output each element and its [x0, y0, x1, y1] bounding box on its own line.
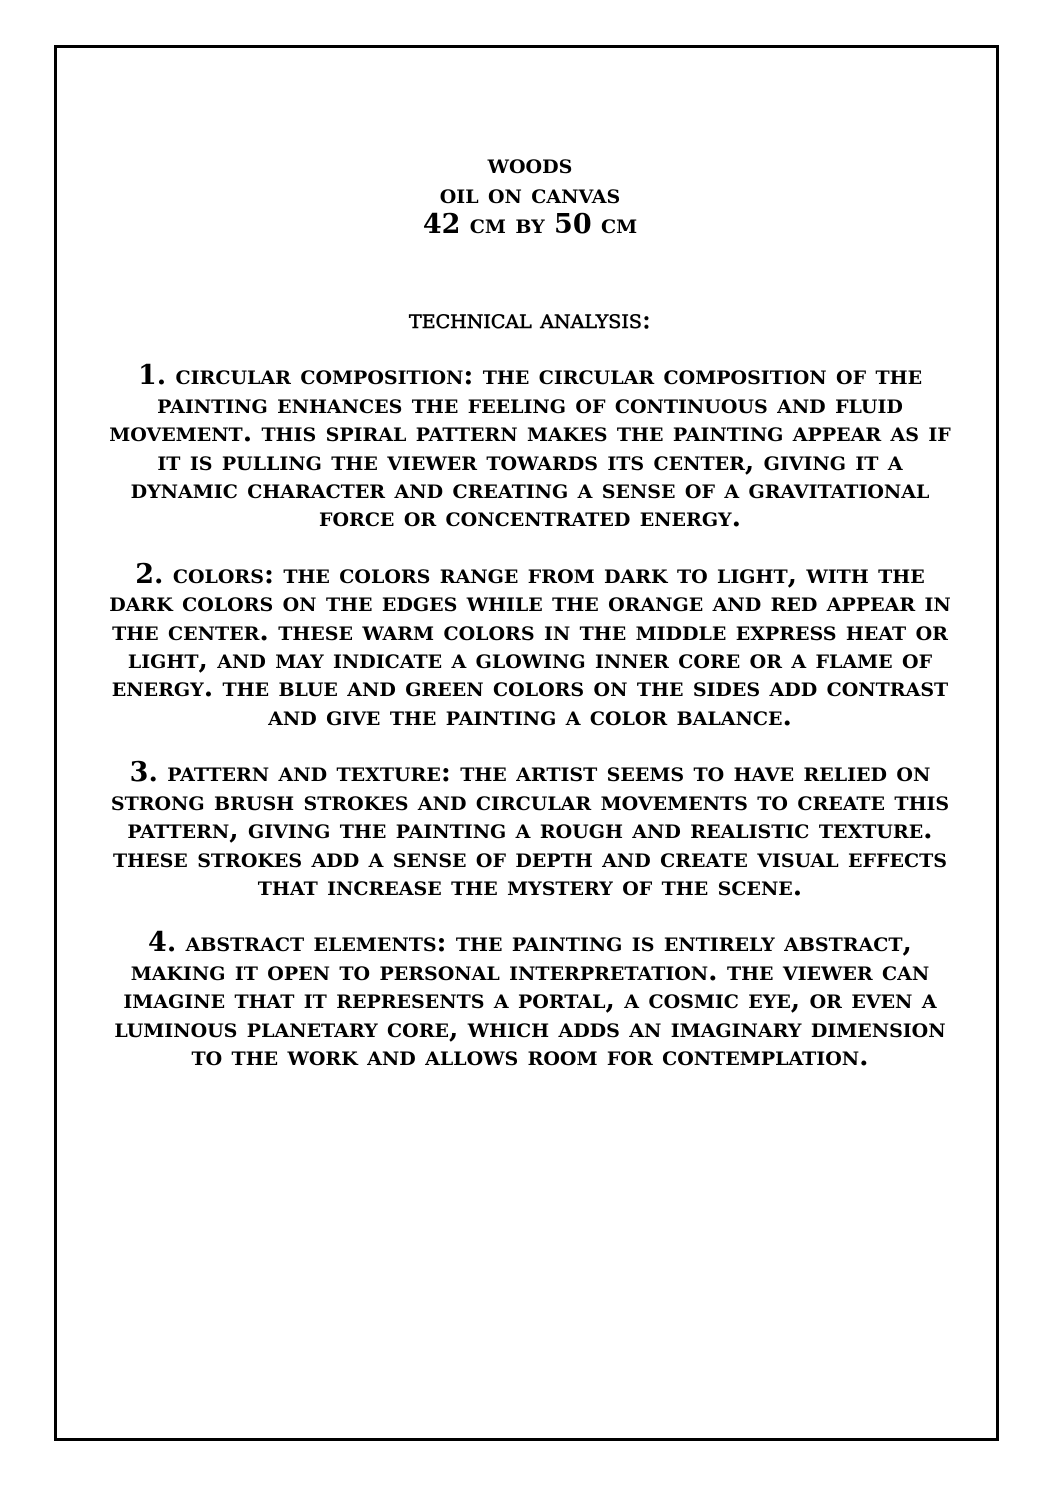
artwork-dimensions: 42 cm by 50 cm: [422, 209, 638, 240]
artwork-medium: oil on canvas: [439, 179, 621, 210]
analysis-heading: technical analysis:: [409, 304, 651, 335]
analysis-paragraph-colors: 2. colors: the colors range from dark to light, with the dark colors on the edges while the orange and red appear in the center. these warm colors in the middle express heat or light, and may indicate a glowing inner core or a flame of energy. the blue and green colors on the sides add contrast and give the painting a color balance.: [109, 558, 951, 732]
artwork-header: [100, 150, 960, 240]
artwork-title: woods: [487, 149, 573, 180]
analysis-paragraph-composition: 1. circular composition: the circular composition of the painting enhances the feeling of continuous and fluid movement. this spiral pattern makes the painting appear as if it is pulling the viewer towards its center, giving it a dynamic character and creating a sense of a gravitational force or concentrated energy.: [109, 360, 951, 534]
analysis-paragraph-abstract: 4. abstract elements: the painting is entirely abstract, making it open to personal interpretation. the viewer can imagine that it represents a portal, a cosmic eye, or even a luminous planetary core, which adds an imaginary dimension to the work and allows room for contemplation.: [114, 927, 946, 1072]
technical-analysis-section: [100, 306, 960, 1099]
analysis-paragraph-texture: 3. pattern and texture: the artist seems to have relied on strong brush strokes and circular movements to create this pattern, giving the painting a rough and realistic texture. these strokes add a sense of depth and create visual effects that increase the mystery of the scene.: [110, 757, 950, 902]
